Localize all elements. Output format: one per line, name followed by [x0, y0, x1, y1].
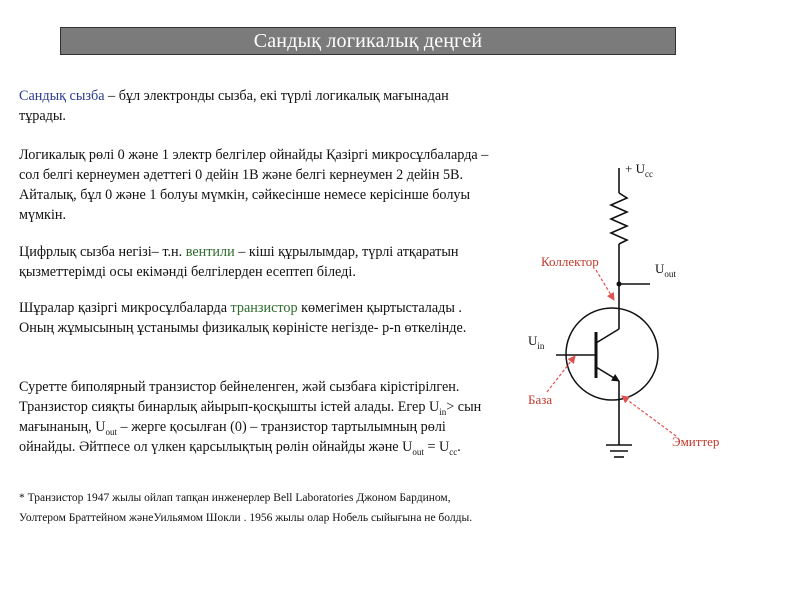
paragraph-logic-levels: Логикалық рөлі 0 және 1 электр белгілер ойнайды Қазіргі микросұлбаларда – сол белгі кернеумен әдеттегі 0 дейін 1В және белгі кернеумен 2 дейін 5В. Айталық, бұл 0 және 1 болуы мүмкін, сәйкесінше немесе керісінше болуы мүмкін. [19, 147, 489, 223]
emitter-arrow-icon [596, 367, 619, 381]
collector-pointer [596, 270, 614, 300]
sub-cc: cc [449, 446, 458, 457]
bipolar-text-3: – жерге қосылған (0) – транзистор тартылымның рөлі ойнайды. Әйтпесе ол үлкен қарсылықтың рөлін ойнайды және U [19, 419, 446, 455]
uout-label: $U_{out}$ [655, 261, 676, 279]
transistor-body-icon [566, 308, 658, 400]
sub-in: in [439, 406, 447, 417]
gates-text-before: Цифрлық сызба негізі– т.н. [19, 244, 186, 260]
emitter-label: Эмиттер [672, 434, 720, 449]
uin-label: $U_{in}$ [528, 333, 545, 351]
sub-out-2: out [412, 446, 424, 457]
emitter-pointer [622, 396, 676, 436]
bipolar-text-4: = U [423, 439, 450, 455]
collector-label: Коллектор [541, 254, 599, 269]
bipolar-text-5: . [457, 439, 461, 455]
term-gates: вентили [185, 244, 235, 260]
transistor-text-after: көмегімен қыртысталады . Оның жұмысының ұстанымы физикалық көріністе негізде- p-n өткелінде. [19, 300, 467, 336]
resistor-icon [611, 193, 627, 244]
definition-text: – бұл электронды сызба, екі түрлі логикалық мағынадан тұрады. [19, 88, 449, 124]
transistor-text-before: Шұралар қазіргі микросұлбаларда [19, 300, 231, 316]
base-label: База [528, 392, 553, 407]
footnote: * Транзистор 1947 жылы ойлап тапқан инженерлер Bell Laboratories Джоном Бардином, Уолтером Браттейном жәнеУильямом Шокли . 1956 жылы олар Нобель сыйығына не болды. [19, 492, 473, 524]
collector-lead [596, 329, 619, 343]
page-title: Сандық логикалық деңгей [253, 29, 483, 52]
bipolar-text-1: Суретте биполярный транзистор бейнеленген, жәй сызбаға кірістірілген. Транзистор сияқты бинарлық айырып-қосқышты істей алады. Егер U [19, 379, 460, 415]
sub-out: out [105, 426, 117, 437]
output-node [617, 282, 622, 287]
gates-text-after: – кіші құрылымдар, түрлі атқаратын қызметтерімді осы екімәнді белгілерден есептеп біледі. [19, 244, 459, 280]
term-transistor: транзистор [230, 300, 298, 316]
term-digital-circuit: Сандық сызба [19, 88, 105, 104]
vcc-label: + $U_{cc}$ [625, 161, 653, 179]
bipolar-text-2: > сын мағынаның, U [19, 399, 482, 435]
